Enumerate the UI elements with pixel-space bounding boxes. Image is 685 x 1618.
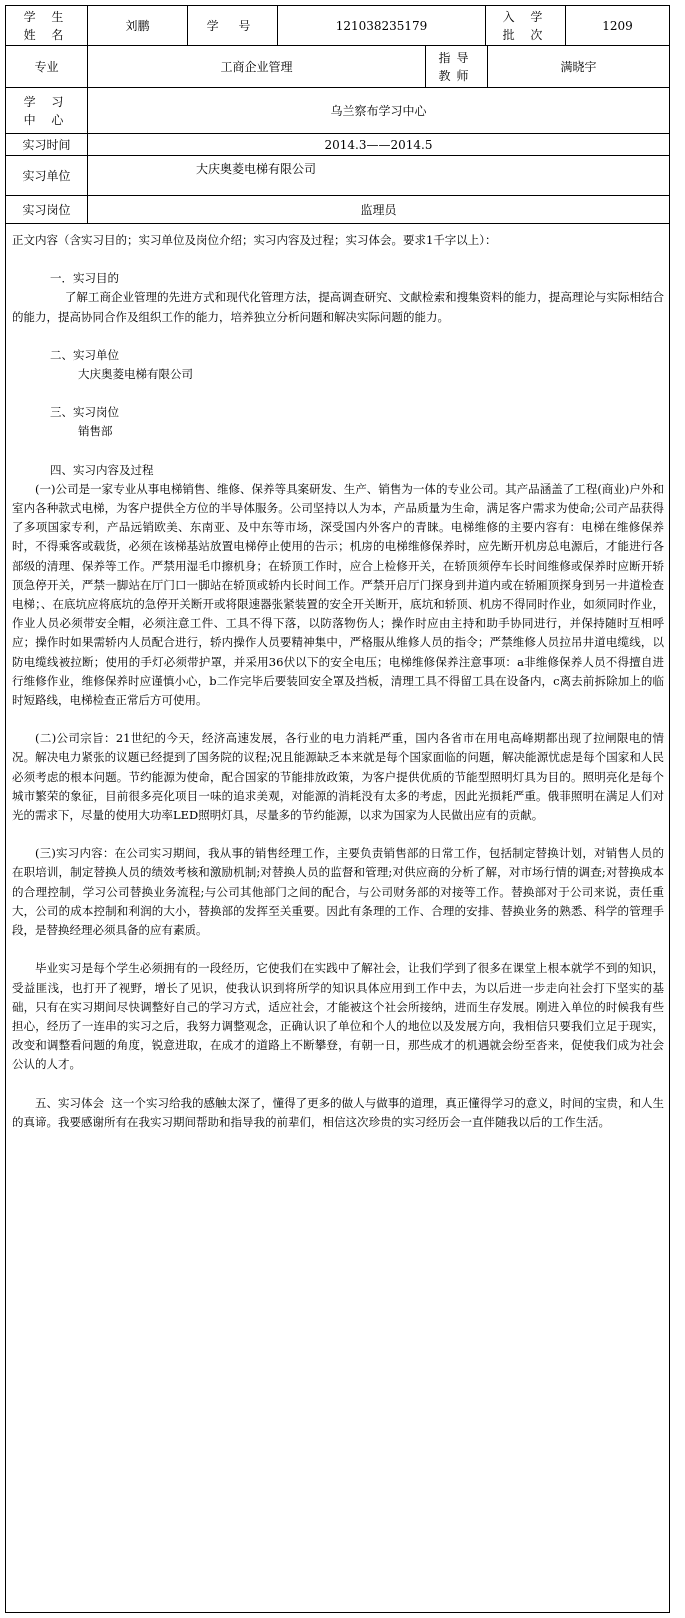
section-title-purpose: 一．实习目的: [50, 271, 119, 286]
post-label: 实习岗位: [6, 196, 88, 224]
period-label: 实习时间: [6, 134, 88, 156]
center-label: 学 习 中 心: [6, 88, 88, 134]
batch-label: 入 学 批 次: [486, 6, 566, 46]
center-value: 乌兰察布学习中心: [88, 88, 669, 134]
period-value: 2014.3——2014.5: [88, 134, 669, 156]
section-title-process: 四、实习内容及过程: [50, 462, 154, 477]
advisor-label: 指导 教师: [426, 46, 488, 88]
section-title-unit: 二、实习单位: [50, 347, 119, 362]
section-body-purpose: 了解工商企业管理的先进方式和现代化管理方法，提高调查研究、文献检索和搜集资料的能力，提高理论与实际相结合的能力，提高协同合作及组织工作的能力，培养独立分析问题和解决实际问题的能力。: [12, 290, 664, 324]
post-value: 监理员: [88, 196, 669, 224]
student-id-label: 学 号: [188, 6, 278, 46]
batch-value: 1209: [566, 6, 669, 46]
practice-report-form: [5, 5, 670, 1613]
body-intro: 正文内容（含实习目的；实习单位及岗位介绍；实习内容及过程；实习体会。要求1千字以上）：: [12, 233, 497, 247]
process-paragraph-4: 毕业实习是每个学生必须拥有的一段经历，它使我们在实践中了解社会，让我们学到了很多在课堂上根本就学不到的知识，受益匪浅，也打开了视野，增长了见识，使我认识到将所学的知识具体应用到工作中去，为以后进一步走向社会打下坚实的基础，只有在实习期间尽快调整好自己的学习方式，适应社会，才能被这个社会所接纳，进而生存发展。刚进入单位的时候我有些担心，经历了一连串的实习之后，我努力调整观念，正确认识了单位和个人的地位以及发展方向，我相信只要我们立足于现实，改变和调整看问题的角度，锐意进取，在成才的道路上不断攀登，有朝一日，那些成才的机遇就会纷至沓来，促使我们成为社会公认的人才。: [12, 961, 664, 1072]
student-name-label: 学 生 姓 名: [6, 6, 88, 46]
section-title-experience: 五、实习体会: [35, 1095, 105, 1110]
advisor-value: 满晓宇: [488, 46, 669, 88]
student-id-value: 121038235179: [278, 6, 486, 46]
process-paragraph-3: (三)实习内容：在公司实习期间，我从事的销售经理工作，主要负责销售部的日常工作，包括制定替换计划，对销售人员的在职培训，制定替换人员的绩效考核和激励机制;对替换人员的监督和管理;对供应商的分析了解，对市场行情的调查;对替换成本的合理控制，学习公司替换业务流程;与公司其他部门之间的配合，与公司财务部的对接等工作。替换部对于公司来说，责任重大，公司的成本控制和利润的大小，替换部的发挥至关重要。因此有条理的工作、合理的安排、替换业务的熟悉、科学的管理手段，是替换经理必须具备的应有素质。: [12, 846, 664, 938]
section-body-post: 销售部: [78, 424, 113, 439]
section-body-unit: 大庆奥菱电梯有限公司: [78, 367, 193, 382]
process-paragraph-1: (一)公司是一家专业从事电梯销售、维修、保养等具案研发、生产、销售为一体的专业公司。其产品涵盖了工程(商业)户外和室内各种款式电梯，为客户提供全方位的半导体服务。公司坚持以人为本，产品质量为生命，满足客户需求为使命;公司产品获得了多项国家专利，产品远销欧美、东南亚、及中东等市场，深受国内外客户的青睐。电梯维修的主要内容有：电梯在维修保养时，不得乘客或载货，必须在该梯基站放置电梯停止使用的告示；机房的电梯维修保养时，应先断开机房总电源后，才能进行各部级的清理、保养等工作。严禁用湿毛巾擦机身；在轿顶工作时，应合上检修开关，在轿顶须停车长时间维修或保养时应断开轿顶急停开关，严禁一脚站在厅门口一脚站在轿顶或轿内长时间工作。严禁开启厅门探身到井道内或在轿厢顶探身到另一井道检查电梯；、在底坑应将底坑的急停开关断开或将限速器张紧装置的安全开关断开，底坑和轿顶、机房不得同时作业，如须同时作业，作业人员必须带安全帽，必须注意工件、工具不得下落，以防落物伤人；操作时应由主持和助手协同进行，并保持随时互相呼应；操作时如果需轿内人员配合进行，轿内操作人员要精神集中，严格服从维修人员的指令；严禁维修人员拉吊井道电缆线，以防电缆线被拉断；使用的手灯必须带护罩，并采用36伏以下的安全电压；电梯维修保养注意事项：a非维修保养人员不得擅自进行维修作业，维修保养时应谨慎小心，b二作完毕后要装回安全罩及挡板，清理工具不得留工具在设备内，c离去前拆除加上的临时短路线，电梯检查正常后方可使用。: [12, 481, 664, 708]
major-label: 专业: [6, 46, 88, 88]
unit-value: 大庆奥菱电梯有限公司: [88, 156, 669, 196]
section-experience: [12, 1094, 664, 1132]
unit-label: 实习单位: [6, 156, 88, 196]
section-body-experience: 这一个实习给我的感触太深了，懂得了更多的做人与做事的道理，真正懂得学习的意义，时间的宝贵，和人生的真谛。我要感谢所有在我实习期间帮助和指导我的前辈们，相信这次珍贵的实习经历会一直伴随我以后的工作生活。: [12, 1095, 665, 1129]
report-body: [12, 231, 664, 1132]
major-value: 工商企业管理: [88, 46, 426, 88]
process-paragraph-2: (二)公司宗旨：21世纪的今天，经济高速发展，各行业的电力消耗严重，国内各省市在用电高峰期都出现了拉闸限电的情况。解决电力紧张的议题已经提到了国务院的议程;况且能源缺乏本来就是每个国家面临的问题，解决能源忧虑是每个国家和人民必须考虑的根本问题。节约能源为使命，配合国家的节能排放政策，为客户提供优质的节能型照明灯具为目的。照明亮化是每个城市繁荣的象征，目前很多亮化项目一味的追求美观，对能源的消耗没有太多的考虑，因此光损耗严重。俄菲照明在满足人们对光的需求下，尽量的使用大功率LED照明灯具，尽量多的节约能源，以求为国家为人民做出应有的贡献。: [12, 731, 664, 823]
section-title-post: 三、实习岗位: [50, 405, 119, 420]
student-name-value: 刘鹏: [88, 6, 188, 46]
